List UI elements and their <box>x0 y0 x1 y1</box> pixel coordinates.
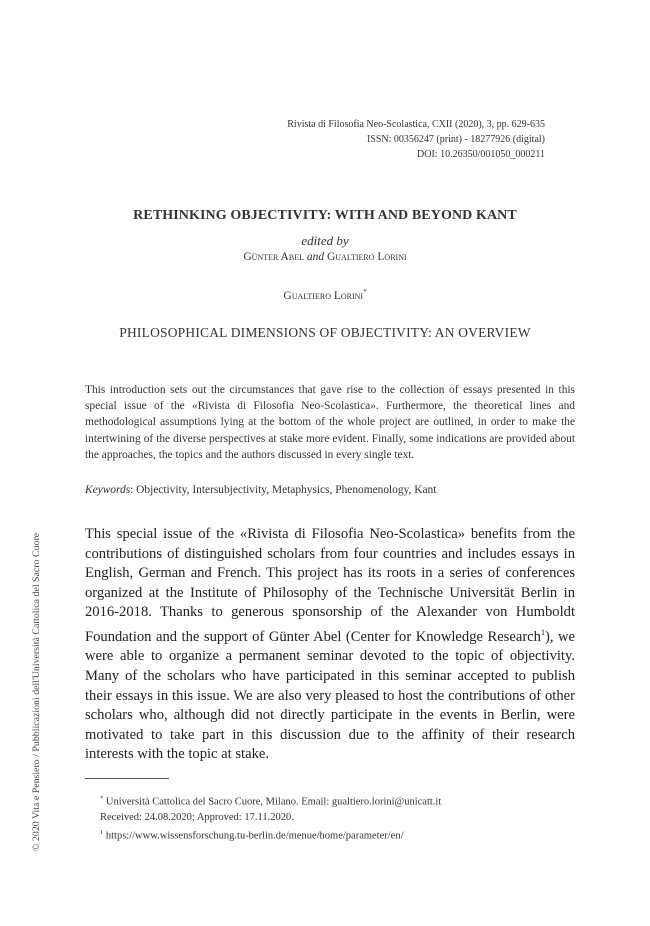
journal-doi: DOI: 10.26350/001050_000211 <box>417 149 545 160</box>
journal-header <box>287 117 545 162</box>
keywords-values: : Objectivity, Intersubjectivity, Metaphysics, Phenomenology, Kant <box>130 484 437 496</box>
journal-issn: ISSN: 00356247 (print) - 18277926 (digital) <box>366 134 545 145</box>
body-paragraph <box>85 525 575 765</box>
special-issue-title: RETHINKING OBJECTIVITY: WITH AND BEYOND KANT <box>133 208 517 223</box>
keywords-label: Keywords <box>85 484 131 496</box>
footnote-url: https://www.wissensforschung.tu-berlin.de/menue/home/parameter/en/ <box>105 830 404 842</box>
edited-by-label: edited by <box>301 233 349 248</box>
editors-line <box>0 251 650 263</box>
abstract: This introduction sets out the circumstances that gave rise to the collection of essays presented in this special issue of the «Rivista di Filosofia Neo-Scolastica». Furthermore, the theoretical lines and methodological assumptions lying at the bottom of the whole project are outlined, in order to make the intertwining of the diverse perspectives at stake more evident. Finally, some indications are provided about the approaches, the topics and the authors discussed in every single text. <box>85 384 575 461</box>
editor-name: Gualtiero Lorini <box>326 251 407 263</box>
editors-conjunction: and <box>306 251 325 263</box>
footnote-dates: Received: 24.08.2020; Approved: 17.11.2020. <box>100 811 294 823</box>
body-text-part1: This special issue of the «Rivista di Filosofia Neo-Scolastica» benefits from the contributions of distinguished scholars from four countries and includes essays in English, German and French. This project has its roots in a series of conferences organized at the Institute of Philosophy of the Technische Universität Berlin in 2016-2018. Thanks to generous sponsorship of the Alexander von Humboldt Foundation and the support of Günter Abel (Center for Knowledge Research <box>85 526 575 645</box>
article-author <box>0 288 650 302</box>
author-footnote-mark: * <box>363 288 367 296</box>
footnote-affiliation: Università Cattolica del Sacro Cuore, Milano. Email: gualtiero.lorini@unicatt.it <box>105 796 442 808</box>
keywords <box>85 484 575 496</box>
journal-citation: Rivista di Filosofia Neo-Scolastica, CXII (2020), 3, pp. 629-635 <box>287 119 545 130</box>
footnote-ref: 1 <box>540 627 545 637</box>
body-text-part2: ), we were able to organize a permanent seminar devoted to the topic of objectivity. Many of the scholars who have participated in this seminar accepted to publish their essays in this issue. We are also very pleased to host the contributions of other scholars who, although did not directly participate in the events in Berlin, were motivated to take part in this discussion due to the affinity of their research interests with the topic at stake. <box>85 628 575 763</box>
author-name: Gualtiero Lorini <box>283 289 364 302</box>
footnote-rule <box>85 778 169 779</box>
editor-name: Günter Abel <box>243 251 304 263</box>
footnote-1 <box>100 825 570 844</box>
article-title: PHILOSOPHICAL DIMENSIONS OF OBJECTIVITY: AN OVERVIEW <box>119 325 531 340</box>
footnote-mark: * <box>100 795 104 802</box>
footnote-author <box>100 791 570 825</box>
copyright-sidebar: © 2020 Vita e Pensiero / Pubblicazioni dell'Università Cattolica del Sacro Cuore <box>31 532 42 851</box>
footnote-mark: 1 <box>100 829 104 836</box>
